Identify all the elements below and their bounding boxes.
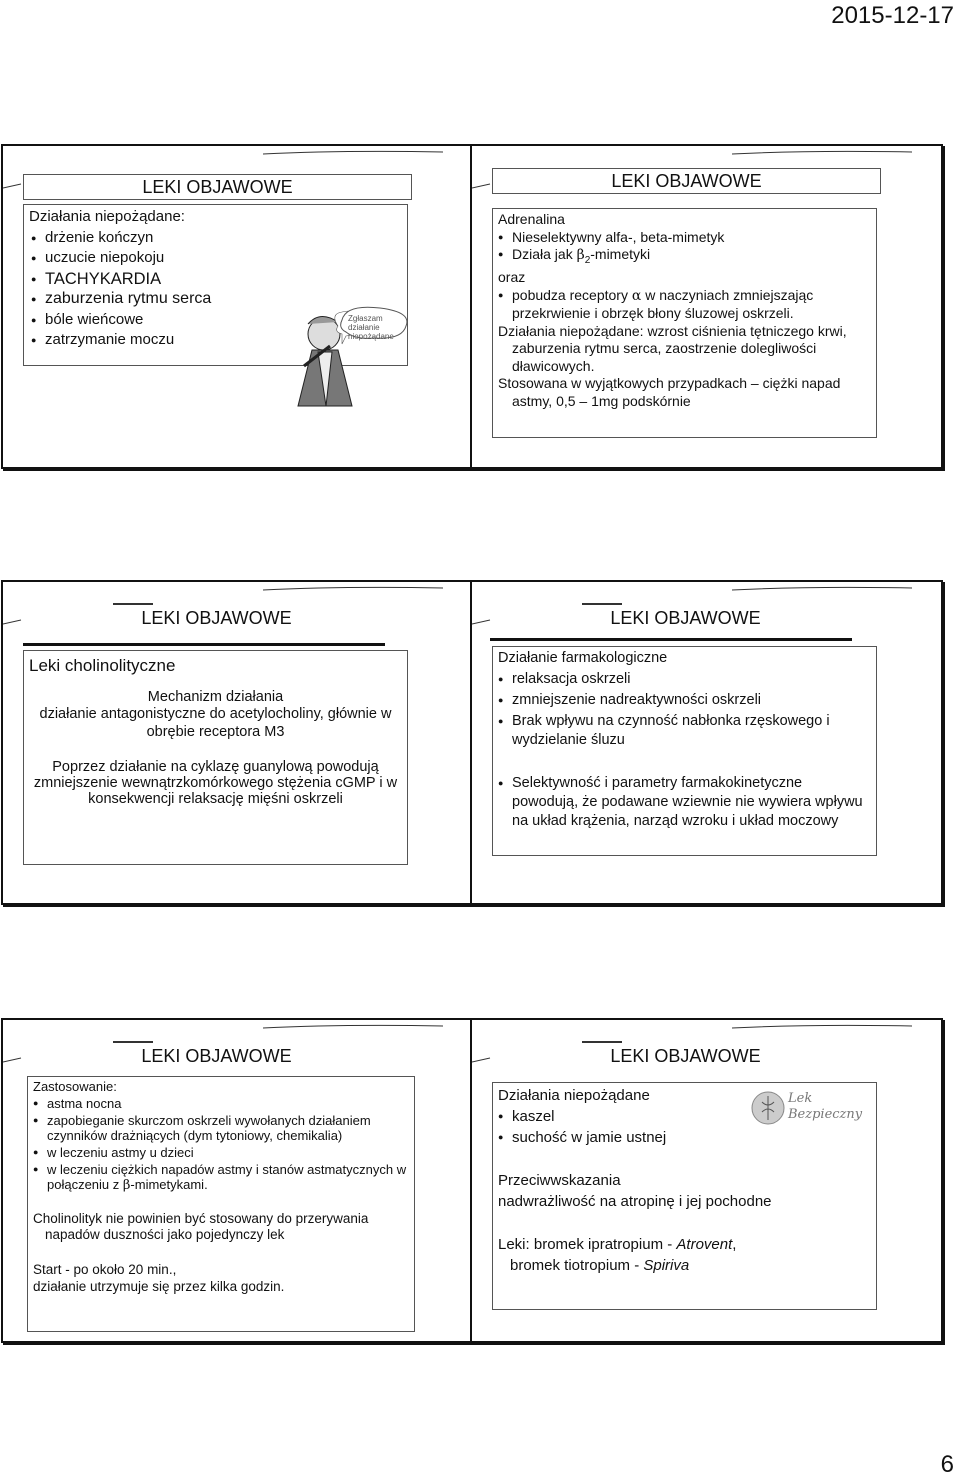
slide-title: LEKI OBJAWOWE — [492, 1044, 879, 1068]
mechanism-heading: Mechanizm działania — [147, 688, 284, 705]
list-item: ● zmniejszenie nadreaktywności oskrzeli — [498, 691, 871, 710]
slide-title: LEKI OBJAWOWE — [23, 174, 412, 200]
list-item: ● bóle wieńcowe — [31, 310, 402, 331]
list-item: ● w leczeniu ciężkich napadów astmy i stanów astmatycznych w połączeniu z β-mimetykami. — [33, 1162, 409, 1193]
slide-2 — [470, 144, 943, 469]
list-item: ● drżenie kończyn — [31, 228, 402, 249]
list-item: ● pobudza receptory α w naczyniach zmniejszając przekrwienie i obrzęk błony śluzowej oskrzeli. — [498, 287, 871, 323]
list-item: ● Nieselektywny alfa-, beta-mimetyk — [498, 229, 871, 247]
slide-5 — [1, 1018, 474, 1343]
slide-content — [27, 1076, 415, 1332]
side-effects-heading: Działania niepożądane: — [29, 208, 185, 225]
contraindications-text: nadwrażliwość na atropinę i jej pochodne — [498, 1193, 772, 1210]
usage-paragraph: Stosowana w wyjątkowych przypadkach – ciężki napad astmy, 0,5 – 1mg podskórnie — [498, 375, 841, 409]
list-item: ● kaszel — [498, 1106, 871, 1127]
list-item: ● Brak wpływu na czynność nabłonka rzęskowego i wydzielanie śluzu — [498, 712, 871, 750]
contraindications-heading: Przeciwwskazania — [498, 1172, 621, 1189]
slide-content — [492, 646, 877, 856]
list-item: ● w leczeniu astmy u dzieci — [33, 1145, 409, 1160]
slide-3 — [1, 580, 474, 905]
title-underline — [23, 643, 385, 646]
slide-title: LEKI OBJAWOWE — [23, 606, 410, 630]
page-number: 6 — [940, 1451, 954, 1478]
section-heading: Działania niepożądane — [498, 1087, 650, 1104]
duration-text: działanie utrzymuje się przez kilka godzin. — [33, 1279, 285, 1294]
mechanism-detail: Poprzez działanie na cyklazę guanylową powodują zmniejszenie wewnątrzkomórkowego stężenia cGMP i w konsekwencji relaksację mięśni oskrzeli — [33, 759, 398, 807]
drugs-line-2: bromek tiotropium - Spiriva — [510, 1257, 690, 1274]
list-item: ● suchość w jamie ustnej — [498, 1127, 871, 1148]
list-item: ● zapobieganie skurczom oskrzeli wywołanych działaniem czynników drażniących (dym tytoniowy, chemikalia) — [33, 1113, 409, 1143]
list-item: ● Selektywność i parametry farmakokinetyczne powodują, że podawane wziewnie nie wywiera wpływu na układ krążenia, narząd wzroku i układ moczowy — [498, 774, 871, 831]
list-item: ● relaksacja oskrzeli — [498, 670, 871, 689]
slide-4 — [470, 580, 943, 905]
slide-content — [492, 208, 877, 438]
onset-text: Start - po około 20 min., — [33, 1262, 177, 1277]
lek-bezpieczny-logo — [748, 1088, 868, 1128]
section-heading: Zastosowanie: — [33, 1079, 117, 1094]
drugs-line: Leki: bromek ipratropium - Atrovent, — [498, 1236, 737, 1253]
slide-title: LEKI OBJAWOWE — [492, 168, 881, 194]
drug-name: Adrenalina — [498, 211, 565, 227]
list-item: ● TACHYKARDIA — [31, 269, 402, 290]
warning-paragraph: Cholinolityk nie powinien być stosowany do przerywania napadów duszności jako pojedynczy lek — [33, 1211, 369, 1242]
list-item: ● zaburzenia rytmu serca — [31, 289, 402, 310]
list-item: ● astma nocna — [33, 1096, 409, 1111]
title-underline — [490, 638, 852, 641]
section-heading: Leki cholinolityczne — [29, 656, 176, 675]
mechanism-text: działanie antagonistyczne do acetylocholiny, głównie w obrębie receptora M3 — [39, 706, 392, 740]
list-item: ● uczucie niepokoju — [31, 248, 402, 269]
slide-title: LEKI OBJAWOWE — [492, 606, 879, 630]
print-date: 2015-12-17 — [831, 2, 954, 29]
slide-content — [23, 650, 408, 865]
conjunction: oraz — [498, 269, 526, 286]
slide-6 — [470, 1018, 943, 1343]
slide-title: LEKI OBJAWOWE — [23, 1044, 410, 1068]
section-heading: Działanie farmakologiczne — [498, 650, 668, 666]
slide-1 — [1, 144, 474, 469]
list-item: ● zatrzymanie moczu — [31, 330, 402, 351]
list-item: ● Działa jak $\beta_2$-mimetyki — [498, 246, 871, 269]
speech-bubble-caption: Zgłaszam działanie niepożądane — [348, 314, 394, 341]
logo-text: Lek Bezpieczny — [788, 1091, 863, 1122]
side-effects-paragraph: Działania niepożądane: wzrost ciśnienia tętniczego krwi, zaburzenia rytmu serca, zaostrzenie dolegliwości dławicowych. — [498, 322, 847, 374]
